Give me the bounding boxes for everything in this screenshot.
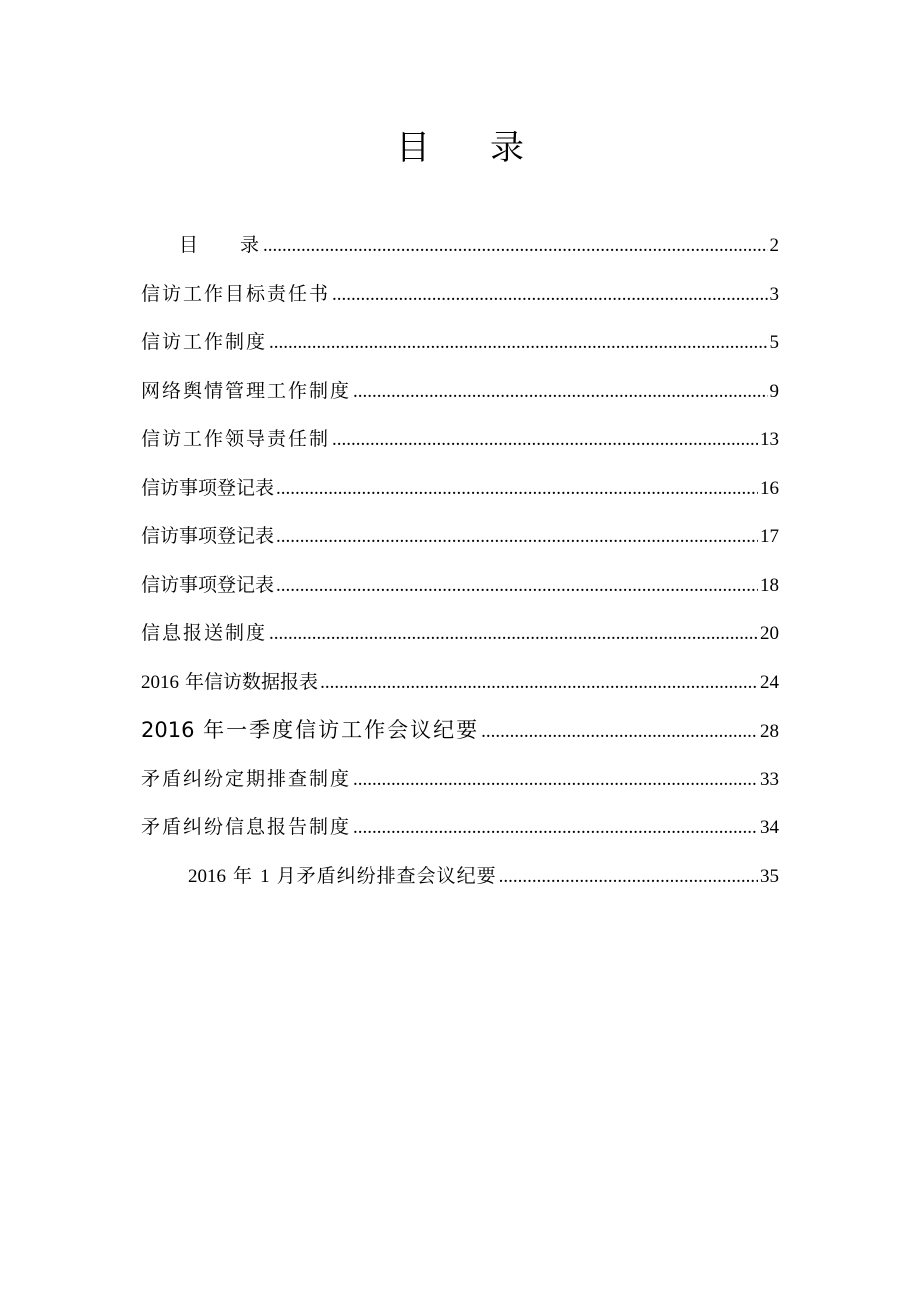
toc-leader-dots (353, 763, 758, 797)
toc-entry[interactable] (141, 471, 779, 520)
toc-leader-dots (263, 229, 767, 263)
toc-leader-dots (269, 326, 767, 360)
toc-entry[interactable] (141, 228, 779, 277)
toc-entry-label: 网络舆情管理工作制度 (141, 379, 352, 402)
toc-page-number: 5 (769, 332, 779, 353)
toc-entry[interactable] (141, 859, 779, 908)
toc-entry[interactable] (141, 374, 779, 423)
toc-page-number: 33 (760, 768, 779, 790)
title-char-2: 录 (490, 128, 524, 168)
toc-entry-label: 信访事项登记表 (141, 573, 275, 596)
toc-leader-dots (481, 715, 758, 749)
toc-entry-label: 2016 年一季度信访工作会议纪要 (141, 718, 480, 742)
toc-entry[interactable] (141, 810, 779, 859)
toc-entry-label: 信访工作制度 (141, 331, 268, 353)
toc-page-number: 28 (760, 721, 779, 742)
toc-page-number: 16 (760, 477, 779, 499)
toc-entry-label: 信访事项登记表 (141, 525, 275, 547)
toc-leader-dots (332, 423, 758, 457)
toc-page-number: 34 (760, 817, 779, 838)
toc-leader-dots (332, 278, 767, 312)
toc-entry-label: 2016 年 1 月矛盾纠纷排查会议纪要 (188, 864, 497, 887)
toc-page-number: 20 (760, 623, 779, 644)
toc-page-number: 3 (769, 283, 779, 305)
toc-page-number: 18 (760, 574, 779, 596)
toc-entry-label: 信访事项登记表 (141, 476, 275, 499)
toc-entry-label: 2016 年信访数据报表 (141, 670, 319, 693)
toc-entry-label: 信访工作领导责任制 (141, 428, 331, 450)
toc-leader-dots (353, 375, 767, 409)
page-title (0, 126, 920, 170)
toc-entry[interactable] (141, 325, 779, 374)
toc-entry-label: 矛盾纠纷定期排查制度 (141, 767, 352, 790)
toc-entry[interactable] (141, 762, 779, 811)
toc-entry-label: 目 录 (179, 234, 262, 256)
toc-leader-dots (269, 617, 758, 651)
toc-page-number: 35 (760, 865, 779, 887)
toc-entry[interactable] (141, 422, 779, 471)
toc-page-number: 9 (769, 380, 779, 402)
toc-page-number: 24 (760, 671, 779, 693)
toc-leader-dots (353, 811, 758, 845)
toc-leader-dots (276, 472, 758, 506)
toc-page-number: 13 (760, 429, 779, 450)
toc-page-number: 17 (760, 526, 779, 547)
toc-page-number: 2 (769, 235, 779, 256)
toc-entry[interactable] (141, 519, 779, 568)
toc-entry[interactable] (141, 665, 779, 714)
title-char-1: 目 (396, 128, 430, 168)
toc-entry-label: 信息报送制度 (141, 622, 268, 644)
toc-entry[interactable] (141, 616, 779, 665)
toc-entry-label: 矛盾纠纷信息报告制度 (141, 816, 352, 838)
toc-leader-dots (499, 860, 758, 894)
table-of-contents (141, 228, 779, 907)
toc-entry-label: 信访工作目标责任书 (141, 282, 331, 305)
toc-entry[interactable] (141, 277, 779, 326)
toc-leader-dots (320, 666, 758, 700)
toc-leader-dots (276, 520, 758, 554)
toc-entry[interactable] (141, 713, 779, 762)
toc-leader-dots (276, 569, 758, 603)
toc-entry[interactable] (141, 568, 779, 617)
